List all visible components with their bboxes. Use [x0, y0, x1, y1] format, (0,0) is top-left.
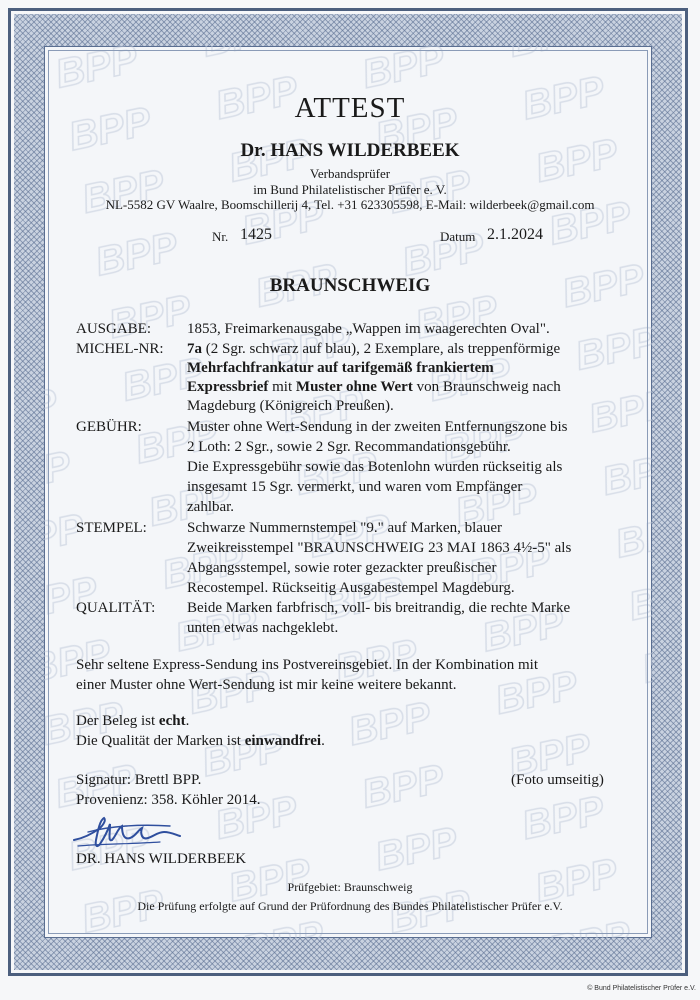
- beleg-period: .: [185, 713, 190, 729]
- michel-route-text: von Braunschweig nach: [412, 379, 561, 395]
- gebuehr-line-4: insgesamt 15 Sgr. vermerkt, und waren vom Empfänger: [187, 479, 523, 495]
- pruefung-text: Die Prüfung erfolgte auf Grund der Prüfordnung des Bundes Philatelistischer Prüfer e.V.: [137, 899, 563, 913]
- michel-line-4: Magdeburg (Königreich Preußen).: [187, 398, 394, 414]
- quality-period: .: [321, 733, 325, 749]
- ausgabe-label: AUSGABE:: [76, 321, 152, 337]
- signer-name: DR. HANS WILDERBEEK: [76, 851, 247, 867]
- michel-line-3: [187, 379, 561, 396]
- stempel-line-2: Zweikreisstempel "BRAUNSCHWEIG 23 MAI 1863 4½-5" als: [187, 540, 572, 556]
- quality-statement: [76, 733, 325, 750]
- gebuehr-line-1: Muster ohne Wert-Sendung in der zweiten Entfernungszone bis: [187, 419, 568, 435]
- nr-label: Nr.: [212, 229, 229, 244]
- datum-value: 2.1.2024: [487, 226, 543, 243]
- gebuehr-label: GEBÜHR:: [76, 419, 142, 435]
- gebuehr-line-5: zahlbar.: [187, 499, 235, 515]
- michel-line-2: Mehrfachfrankatur auf tarifgemäß frankiertem: [187, 360, 494, 376]
- beleg-verdict: echt: [158, 713, 186, 729]
- qualitaet-label: QUALITÄT:: [76, 600, 156, 616]
- signatur-text: Signatur: Brettl BPP.: [76, 772, 202, 788]
- stempel-line-4: Recostempel. Rückseitig Ausgabestempel Magdeburg.: [187, 580, 515, 596]
- michel-label: MICHEL-NR:: [76, 341, 164, 357]
- quality-prefix: Die Qualität der Marken ist: [76, 733, 245, 749]
- beleg-prefix: Der Beleg ist: [76, 713, 159, 729]
- michel-number: 7a: [187, 341, 202, 357]
- qualitaet-line-2: unten etwas nachgeklebt.: [187, 620, 339, 636]
- examiner-address: NL-5582 GV Waalre, Boomschillerij 4, Tel. +31 623305598, E-Mail: wilderbeek@gmail.com: [105, 197, 595, 212]
- examiner-association: im Bund Philatelistischer Prüfer e. V.: [253, 182, 447, 197]
- gebuehr-line-2: 2 Loth: 2 Sgr., sowie 2 Sgr. Recommandationsgebühr.: [187, 439, 511, 455]
- examiner-name: Dr. HANS WILDERBEEK: [240, 140, 460, 161]
- ausgabe-text: 1853, Freimarkenausgabe „Wappen im waagerechten Oval".: [187, 321, 550, 337]
- datum-label: Datum: [440, 229, 476, 244]
- nr-value: 1425: [240, 226, 272, 243]
- gebuehr-line-3: Die Expressgebühr sowie das Botenlohn wurden rückseitig als: [187, 459, 563, 475]
- quality-verdict: einwandfrei: [244, 733, 322, 749]
- region-heading: BRAUNSCHWEIG: [269, 275, 431, 296]
- remark-line-1: Sehr seltene Express-Sendung ins Postvereinsgebiet. In der Kombination mit: [76, 657, 539, 673]
- michel-description: (2 Sgr. schwarz auf blau), 2 Exemplare, als treppenförmige: [202, 341, 561, 357]
- stempel-line-3: Abgangsstempel, sowie roter gezackter preußischer: [187, 560, 497, 576]
- remark-line-2: einer Muster ohne Wert-Sendung ist mir keine weitere bekannt.: [76, 677, 457, 693]
- stempel-label: STEMPEL:: [76, 520, 147, 536]
- foto-note: (Foto umseitig): [511, 772, 604, 788]
- stempel-line-1: Schwarze Nummernstempel "9." auf Marken, blauer: [187, 520, 503, 536]
- attest-title: ATTEST: [294, 92, 406, 124]
- provenienz-text: Provenienz: 358. Köhler 2014.: [76, 792, 261, 808]
- qualitaet-line-1: Beide Marken farbfrisch, voll- bis breitrandig, die rechte Marke: [187, 600, 571, 616]
- pruefgebiet-text: Prüfgebiet: Braunschweig: [287, 880, 413, 894]
- examiner-role: Verbandsprüfer: [309, 166, 391, 181]
- michel-mit-text: mit: [268, 379, 296, 395]
- expressbrief-text: Expressbrief: [187, 379, 269, 395]
- michel-line-1: [187, 341, 560, 358]
- copyright-note: © Bund Philatelistischer Prüfer e.V.: [587, 985, 696, 992]
- beleg-statement: [76, 713, 189, 730]
- handwritten-signature: [70, 810, 190, 854]
- muster-ohne-wert-text: Muster ohne Wert: [295, 379, 413, 395]
